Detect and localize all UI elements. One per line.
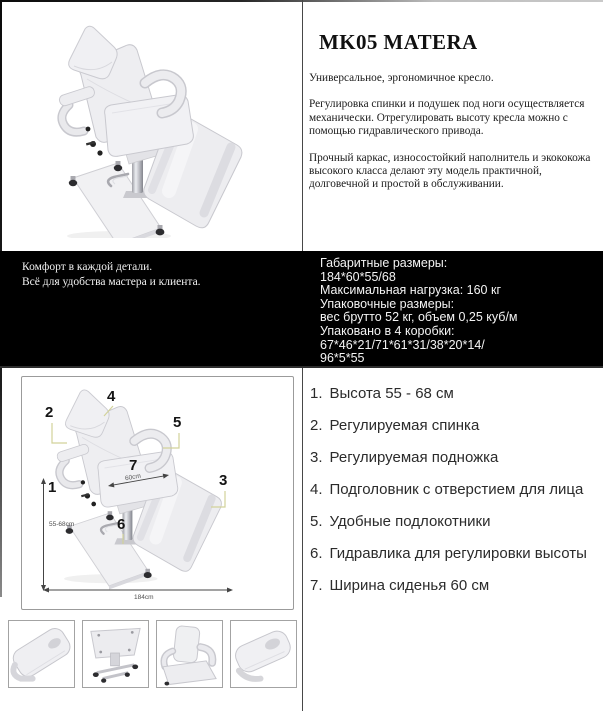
specs-line: Габаритные размеры: [320,256,448,270]
width-dimension-line [43,588,233,593]
callout-3: 3 [219,472,228,489]
feature-text: Удобные подлокотники [329,513,491,530]
feature-number: 3. [310,449,323,466]
feature-text: Регулируемая спинка [329,417,480,434]
callout-1: 1 [48,479,57,496]
feature-item [310,385,595,403]
page-title: MK05 MATERA [319,30,478,54]
feature-number: 7. [310,577,323,594]
diagram-chair-art [22,377,293,609]
callout-2: 2 [45,404,54,421]
specs-line: Упаковано в 4 коробки: 67*46*21/71*61*31/38*20*14/ [320,323,485,352]
specs-line: вес брутто 52 кг, объем 0,25 куб/м [320,310,518,325]
feature-text: Ширина сиденья 60 см [329,577,490,594]
feature-number: 4. [310,481,323,498]
product-info-section [303,0,603,251]
thumbnail-1-art [9,621,74,687]
thumbnail-2-art [83,621,148,687]
width-dimension-label: 184cm [134,594,154,601]
specs-line: Упаковочные размеры: [320,296,455,311]
tagline-line: Комфорт в каждой детали. [22,261,153,273]
feature-text: Гидравлика для регулировки высоты [329,545,587,562]
specs-line: 96*5*55 [320,351,365,366]
callout-5: 5 [173,414,182,431]
height-dimension-line [41,478,46,591]
feature-item [310,481,595,499]
feature-text: Высота 55 - 68 см [329,385,454,402]
callout-6: 6 [117,516,126,533]
thumbnail-backrest-rear [156,620,223,688]
feature-number: 2. [310,417,323,434]
tagline [22,260,201,290]
thumbnail-underside [82,620,149,688]
chair-photo-art [57,23,247,238]
thumbnail-headrest-front [230,620,297,688]
callout-7: 7 [129,457,138,474]
thumbnail-headrest-side [8,620,75,688]
dimension-diagram [21,376,294,610]
feature-number: 5. [310,513,323,530]
feature-item [310,417,595,435]
feature-text: Регулируемая подножка [329,449,499,466]
feature-item [310,513,595,531]
feature-item [310,545,595,563]
thumbnail-3-art [157,621,222,687]
feature-item [310,577,595,595]
product-photo [57,23,247,238]
specs-line: Максимальная нагрузка: 160 кг [320,283,501,298]
features-list [310,385,595,609]
description-paragraph: Универсальное, эргономичное кресло. [309,72,494,84]
description-paragraph: Регулировка спинки и подушек под ноги осуществляется механически. Отрегулировать высоту кресла можно с помощью гидравлического привода. [309,98,585,138]
seat-width-label: 60cm [124,472,142,483]
tagline-line: Всё для удобства мастера и клиента. [22,276,201,288]
height-dimension-label: 55-68cm [49,521,75,528]
callout-4: 4 [107,388,116,405]
feature-item [310,449,595,467]
description-paragraph: Прочный каркас, износостойкий наполнитель и экококожа высокого класса делают эту модель практичной, долговечной и простой в обслуживании. [309,151,591,191]
dimensions-specs [320,257,603,366]
feature-number: 1. [310,385,323,402]
feature-number: 6. [310,545,323,562]
specs-banner [0,251,603,368]
thumbnail-4-art [231,621,296,687]
specs-line: 184*60*55/68 [320,269,396,284]
feature-text: Подголовник с отверстием для лица [329,481,584,498]
